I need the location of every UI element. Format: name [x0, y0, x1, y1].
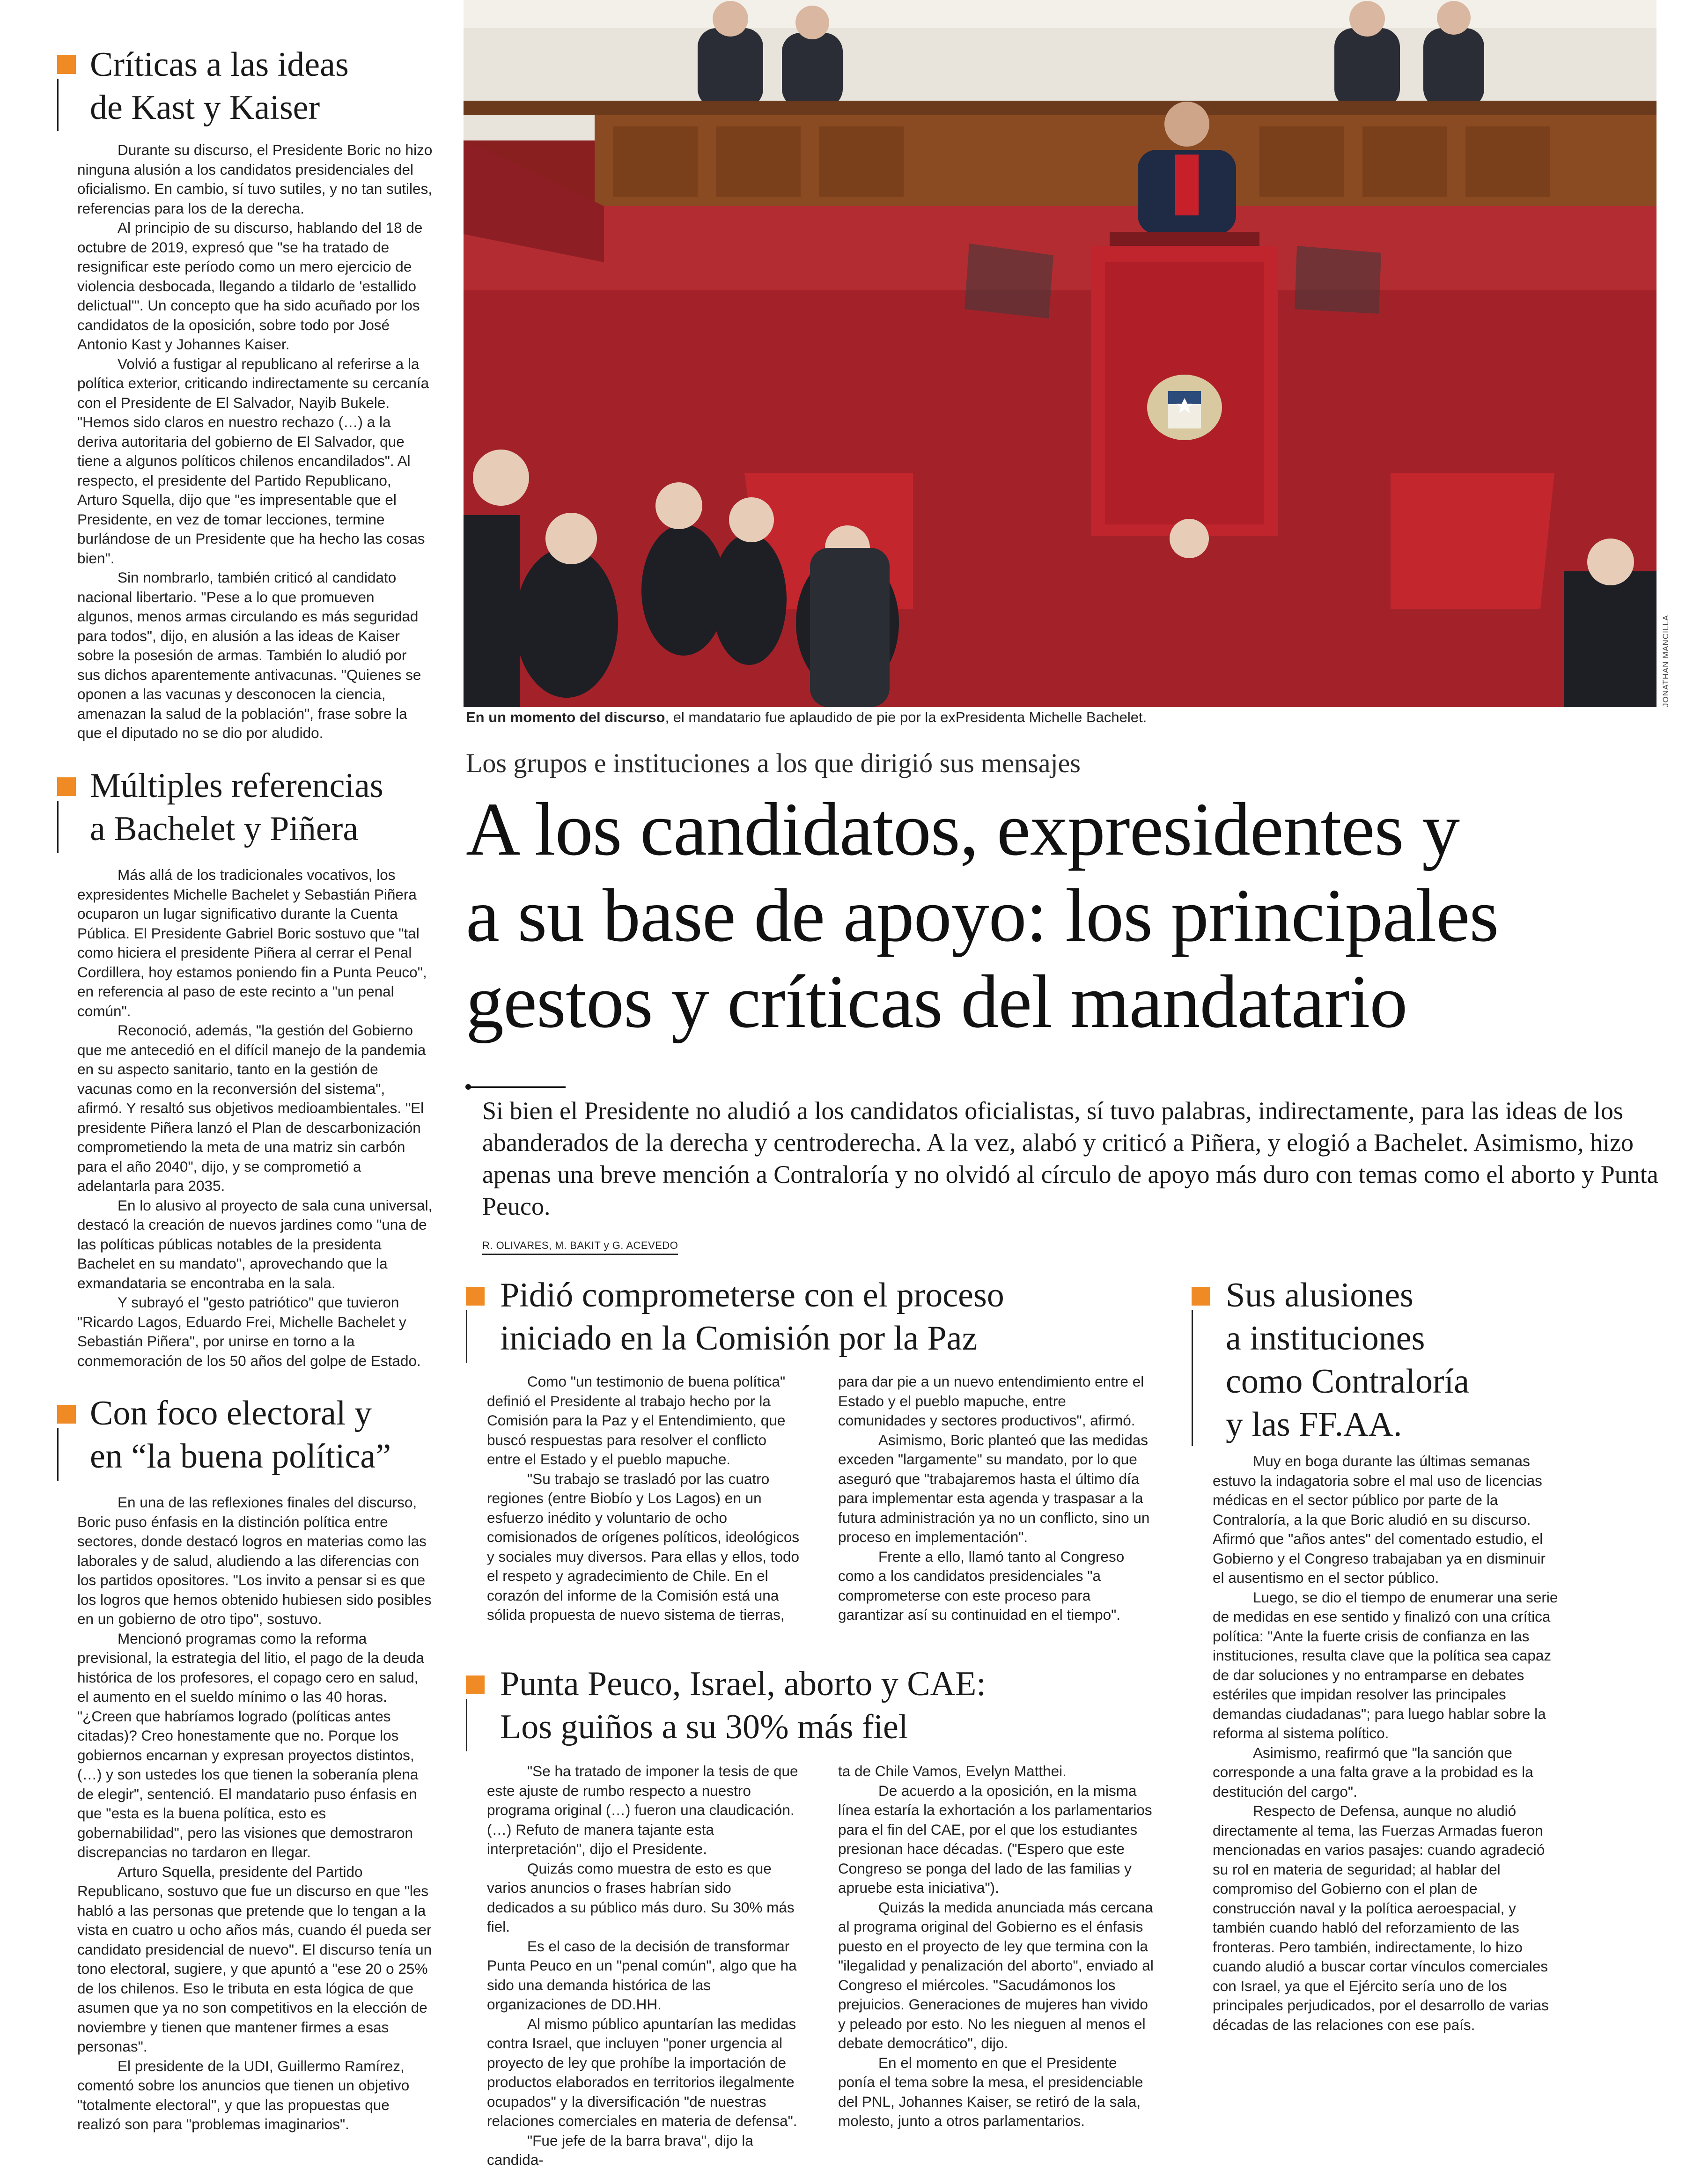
heading-line: a Bachelet y Piñera [90, 810, 359, 848]
paragraph: Reconoció, además, "la gestión del Gobierno que me antecedió en el difícil manejo de la pandemia en su aspecto sanitario, tanto en la gestión de vacunas como en la reconversión del sistema", afirmó. Y resaltó sus objetivos medioambientales. "El presidente Piñera lanzó el Plan de descarbonización comprometiendo la meta de una matriz sin carbón para el año 2040", dijo, y se comprometió a adelantarla para 2035. [77, 1022, 426, 1194]
heading-line: iniciado en la Comisión por la Paz [500, 1319, 978, 1358]
paragraph: Asimismo, reafirmó que "la sanción que corresponde a una falta grave a la probidad es la destitución del cargo". [1213, 1744, 1533, 1800]
paragraph: Asimismo, Boric planteó que las medidas exceden "largamente" su mandato, por lo que aseguró que "trabajaremos hasta el último día para implementar esta agenda y traspasar a la futura administración ya no un conflicto, sino un proceso en implementación". [838, 1431, 1150, 1545]
headline-rule [467, 1086, 566, 1088]
paragraph: ta de Chile Vamos, Evelyn Matthei. [838, 1763, 1067, 1779]
paragraph: Frente a ello, llamó tanto al Congreso como a los candidatos presidenciales "a comprometerse con este proceso para garantizar así su continuidad en el tiempo". [838, 1548, 1125, 1623]
section-bullet-icon [466, 1287, 485, 1306]
heading-line: Los guiños a su 30% más fiel [500, 1708, 908, 1746]
hero-photo [464, 0, 1656, 707]
heading-line: y las FF.AA. [1226, 1405, 1402, 1444]
paragraph: Mencionó programas como la reforma previsional, la estrategia del litio, el pago de la deuda histórica de los profesores, el copago cero en salud, el aumento en el sueldo mínimo o las 40 horas. "¿Creen que habríamos logrado (políticas antes citadas)? Creo honestamente que no. Porque los gobiernos encarnan y expresan proyectos distintos, (…) y son ustedes los que tienen la soberanía plena de elegir", sentenció. El mandatario puso énfasis en que "esta es la buena política, esto es gobernabilidad", pero las visiones que demostraron discrepancias no tardaron en llegar. [77, 1630, 424, 1860]
paragraph: "Su trabajo se trasladó por las cuatro regiones (entre Biobío y Los Lagos) en un esfuerzo inédito y voluntario de ocho comisionados de orígenes políticos, ideológicos y sociales muy diversos. Para ellas y ellos, todo el respeto y agradecimiento de Chile. En el corazón del informe de la Comisión está una sólida propuesta de nuevo sistema de tierras, [487, 1470, 800, 1623]
section-body-comision-col1 [487, 1372, 801, 1625]
heading-line: Sus alusiones [1226, 1276, 1414, 1314]
heading-line: a instituciones [1226, 1319, 1425, 1358]
section-heading-foco [90, 1392, 391, 1478]
section-rule [57, 801, 59, 853]
paragraph: Al principio de su discurso, hablando del 18 de octubre de 2019, expresó que "se ha tratado de resignificar este período como un mero ejercicio de violencia desbocada, llegando a tildarlo de 'estallido delictual'". Un concepto que ha sido acuñado por los candidatos de la oposición, sobre todo por José Antonio Kast y Johannes Kaiser. [77, 219, 423, 353]
paragraph: Es el caso de la decisión de transformar Punta Peuco en un "penal común", algo que ha sido una demanda histórica de las organizaciones de DD.HH. [487, 1937, 797, 2013]
section-body-foco [77, 1493, 433, 2134]
photo-caption [466, 708, 1655, 727]
paragraph: para dar pie a un nuevo entendimiento entre el Estado y el pueblo mapuche, entre comunidades y sectores productivos", afirmó. [838, 1373, 1144, 1429]
paragraph: Y subrayó el "gesto patriótico" que tuvieron "Ricardo Lagos, Eduardo Frei, Michelle Bachelet y Sebastián Piñera", por unirse en torno a la conmemoración de los 50 años del golpe de Estado. [77, 1294, 421, 1369]
section-body-punta-col2 [838, 1762, 1156, 2131]
article-headline [466, 787, 1664, 1045]
photo-credit: JONATHAN MANCILLA [1661, 614, 1670, 707]
heading-line: Punta Peuco, Israel, aborto y CAE: [500, 1665, 986, 1703]
headline-line: A los candidatos, expresidentes y [466, 788, 1460, 871]
paragraph: En lo alusivo al proyecto de sala cuna universal, destacó la creación de nuevos jardines como "una de las políticas públicas notables de la presidenta Bachelet en su mandato", aprovechando que la exmandataria se encontraba en la sala. [77, 1196, 433, 1292]
article-byline: R. OLIVARES, M. BAKIT y G. ACEVEDO [482, 1240, 678, 1255]
article-lead: Si bien el Presidente no aludió a los candidatos oficialistas, sí tuvo palabras, indirectamente, para las ideas de los abanderados de la derecha y centroderecha. A la vez, alabó y criticó a Piñera, y elogió a Bachelet. Asimismo, hizo apenas una breve mención a Contraloría y no olvidó al círculo de apoyo más duro con temas como el aborto y Punta Peuco. [482, 1097, 1658, 1220]
section-bullet-icon [57, 1405, 76, 1424]
section-bullet-icon [1192, 1287, 1210, 1306]
caption-rest: , el mandatario fue aplaudido de pie por la exPresidenta Michelle Bachelet. [665, 709, 1147, 725]
section-rule [466, 1699, 467, 1751]
section-bullet-icon [466, 1675, 485, 1694]
section-heading-punta [500, 1662, 986, 1749]
caption-bold: En un momento del discurso [466, 709, 665, 725]
heading-line: Críticas a las ideas [90, 45, 349, 84]
paragraph: Durante su discurso, el Presidente Boric no hizo ninguna alusión a los candidatos presidenciales del oficialismo. En cambio, sí tuvo sutiles, y no tan sutiles, referencias para los de la derecha. [77, 141, 433, 217]
paragraph: Luego, se dio el tiempo de enumerar una serie de medidas en ese sentido y finalizó con una crítica política: "Ante la fuerte crisis de confianza en las instituciones, resulta clave que la política sea capaz de dar soluciones y no entramparse en debates estériles que impidan resolver las principales demandas ciudadanas"; para luego hablar sobre la reforma al sistema político. [1213, 1588, 1558, 1742]
paragraph: Quizás la medida anunciada más cercana al programa original del Gobierno es el énfasis puesto en el proyecto de ley que termina con la "ilegalidad y penalización del aborto", enviado al Congreso el miércoles. "Sacudámonos los prejuicios. Generaciones de mujeres han vivido y peleado por esto. No les nieguen al menos el debate democrático", dijo. [838, 1898, 1154, 2052]
section-rule [57, 79, 59, 131]
section-heading-criticas [90, 43, 349, 129]
paragraph: Quizás como muestra de esto es que varios anuncios o frases habrían sido dedicados a su público más duro. Su 30% más fiel. [487, 1860, 795, 1935]
heading-line: Con foco electoral y [90, 1394, 372, 1432]
heading-line: como Contraloría [1226, 1362, 1469, 1401]
heading-line: Múltiples referencias [90, 767, 383, 805]
paragraph: Arturo Squella, presidente del Partido Republicano, sostuvo que fue un discurso en que "les habló a las personas que pretende que lo tengan a la vista en cuatro u ocho años más, cuando él pueda ser candidato presidencial de nuevo". El discurso tenía un tono electoral, sugiere, y que apuntó a "ese 20 o 25% de los chilenos. Eso le tributa en esta lógica de que asumen que ya no son competitivos en la elección de noviembre y tienen que mantener firmes a esas personas". [77, 1863, 432, 2055]
paragraph: Respecto de Defensa, aunque no aludió directamente al tema, las Fuerzas Armadas fueron mencionadas en varios pasajes: cuando agradeció su rol en materia de seguridad; al hablar del compromiso del Gobierno con el plan de construcción naval y la política aeroespacial, y también cuando habló del reforzamiento de las fronteras. Pero también, indirectamente, lo hizo cuando aludió a buscar cortar vínculos comerciales con Israel, ya que el Ejército sería uno de los principales perjudicados, por el desarrollo de varias décadas de las relaciones con ese país. [1213, 1802, 1549, 2033]
paragraph: Muy en boga durante las últimas semanas estuvo la indagatoria sobre el mal uso de licencias médicas en el sector público por parte de la Contraloría, a la que Boric aludió en su discurso. Afirmó que "años antes" del comentado estudio, el Gobierno y el Congreso trabajaban ya en disminuir el ausentismo en el sector público. [1213, 1453, 1546, 1586]
paragraph: Al mismo público apuntarían las medidas contra Israel, que incluyen "poner urgencia al proyecto de ley que prohíbe la importación de productos elaborados en territorios ilegalmente ocupados" y la diversificación "de nuestras relaciones comerciales en materia de defensa". [487, 2015, 797, 2129]
coat-of-arms-illustration [1147, 375, 1222, 440]
paragraph: De acuerdo a la oposición, en la misma línea estaría la exhortación a los parlamentarios para el fin del CAE, por el que los estudiantes presionan hace décadas. ("Espero que este Congreso se ponga del lado de las familias y apruebe esta iniciativa"). [838, 1782, 1152, 1896]
heading-line: en “la buena política” [90, 1437, 391, 1476]
section-body-multiples [77, 865, 433, 1371]
hero-photo-illustration [464, 0, 1656, 707]
section-body-comision-col2 [838, 1372, 1156, 1625]
section-body-alusiones [1213, 1452, 1559, 2035]
section-rule [466, 1310, 467, 1363]
headline-line: gestos y críticas del mandatario [466, 960, 1407, 1044]
heading-line: de Kast y Kaiser [90, 89, 320, 127]
section-bullet-icon [57, 777, 76, 796]
section-rule [1192, 1310, 1193, 1446]
section-body-punta-col1 [487, 1762, 801, 2170]
section-body-criticas [77, 140, 433, 743]
paragraph: Sin nombrarlo, también criticó al candidato nacional libertario. "Pese a lo que promueven algunos, menos armas circulando es más seguridad para todos", dijo, en alusión a las ideas de Kaiser sobre la posesión de armas. También lo aludió por sus dichos aparentemente antivacunas. "Quienes se oponen a las vacunas y desconocen la ciencia, amenazan la salud de la población", frase sobre la que el diputado no se dio por aludido. [77, 569, 421, 741]
paragraph: En el momento en que el Presidente ponía el tema sobre la mesa, el presidenciable del PNL, Johannes Kaiser, se retiró de la sala, molesto, junto a otros parlamentarios. [838, 2054, 1143, 2129]
paragraph: Más allá de los tradicionales vocativos, los expresidentes Michelle Bachelet y Sebastián Piñera ocuparon un lugar significativo durante la Cuenta Pública. El Presidente Gabriel Boric sostuvo que "tal como hiciera el presidente Piñera al cerrar el Penal Cordillera, hoy estamos poniendo fin a Punta Peuco", en referencia al paso de este recinto a "un penal común". [77, 866, 427, 1019]
headline-line: a su base de apoyo: los principales [466, 874, 1499, 958]
section-rule [57, 1428, 59, 1481]
paragraph: "Se ha tratado de imponer la tesis de que este ajuste de rumbo respecto a nuestro programa original (…) fueron una claudicación. (…) Refuto de manera tajante esta interpretación", dijo el Presidente. [487, 1763, 798, 1857]
paragraph: Volvió a fustigar al republicano al referirse a la política exterior, criticando indirectamente su cercanía con el Presidente de El Salvador, Nayib Bukele. "Hemos sido claros en nuestro rechazo (…) a la deriva autoritaria del gobierno de El Salvador, que tiene a algunos políticos chilenos encandilados". Al respecto, el presidente del Partido Republicano, Arturo Squella, dijo que "es impresentable que el Presidente, en vez de tomar lecciones, termine burlándose de un Presidente que ha hecho las cosas bien". [77, 355, 429, 567]
section-heading-alusiones [1226, 1274, 1469, 1446]
paragraph: En una de las reflexiones finales del discurso, Boric puso énfasis en la distinción política entre sectores, donde destacó logros en materias como las laborales y de salud, aludiendo a las diferencias con los partidos opositores. "Los invito a pensar si es que los logros que hemos obtenido hubiesen sido posibles en un gobierno de otro tipo", sostuvo. [77, 1494, 432, 1627]
section-bullet-icon [57, 55, 76, 74]
paragraph: El presidente de la UDI, Guillermo Ramírez, comentó sobre los anuncios que tienen un objetivo "totalmente electoral", y que las propuestas que realizó son para "problemas imaginarios". [77, 2057, 410, 2133]
article-kicker: Los grupos e instituciones a los que dirigió sus mensajes [466, 748, 1081, 778]
paragraph: "Fue jefe de la barra brava", dijo la candida- [487, 2132, 753, 2168]
paragraph: Como "un testimonio de buena política" definió el Presidente al trabajo hecho por la Comisión para la Paz y el Entendimiento, que buscó respuestas para resolver el conflicto entre el Estado y el pueblo mapuche. [487, 1373, 786, 1468]
heading-line: Pidió comprometerse con el proceso [500, 1276, 1004, 1314]
section-heading-multiples [90, 764, 383, 850]
section-heading-comision [500, 1274, 1004, 1360]
